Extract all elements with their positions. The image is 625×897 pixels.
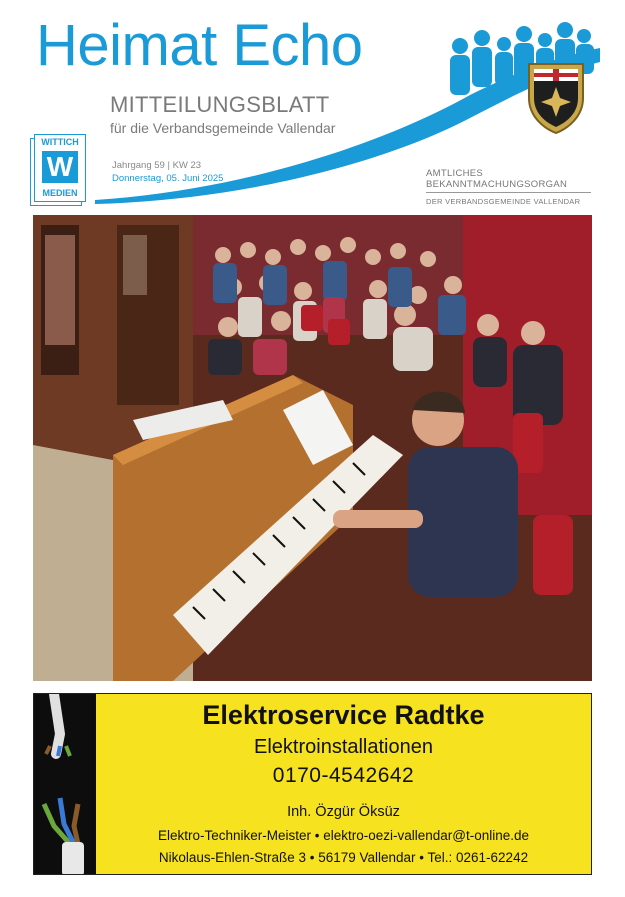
- ad-contact-email-line[interactable]: Elektro-Techniker-Meister • elektro-oezi-vallendar@t-online.de: [157, 828, 530, 843]
- masthead: [0, 0, 625, 212]
- electric-cable-icon: [34, 694, 96, 875]
- newspaper-region: für die Verbandsgemeinde Vallendar: [110, 120, 336, 136]
- cover-photo: [33, 215, 592, 681]
- ad-service: Elektroinstallationen: [254, 736, 433, 758]
- publisher-logo-mark: W: [42, 151, 78, 183]
- official-organ-label: [426, 168, 567, 190]
- newspaper-title: Heimat Echo: [36, 13, 363, 78]
- advertisement: [33, 693, 592, 875]
- ad-owner: Inh. Özgür Öksüz: [287, 804, 400, 820]
- ad-address-line: Nikolaus-Ehlen-Straße 3 • 56179 Vallendar • Tel.: 0261-62242: [158, 850, 529, 865]
- official-organ-text: AMTLICHES BEKANNTMACHUNGSORGAN: [426, 168, 568, 190]
- cable-image: [34, 694, 96, 874]
- coat-of-arms-icon: [523, 60, 589, 136]
- ad-content: [96, 694, 591, 874]
- publisher-logo: WITTICH W MEDIEN: [34, 134, 86, 202]
- cover-photo-illustration: [33, 215, 592, 681]
- issue-date: Donnerstag, 05. Juni 2025: [112, 173, 224, 184]
- divider: [426, 192, 591, 193]
- issue-number: Jahrgang 59 | KW 23: [112, 160, 202, 171]
- ad-company-name: Elektroservice Radtke: [202, 700, 485, 730]
- newspaper-subtitle: MITTEILUNGSBLATT: [110, 92, 330, 117]
- official-organ-sub: DER VERBANDSGEMEINDE VALLENDAR: [426, 197, 581, 206]
- ad-phone[interactable]: 0170-4542642: [272, 764, 415, 787]
